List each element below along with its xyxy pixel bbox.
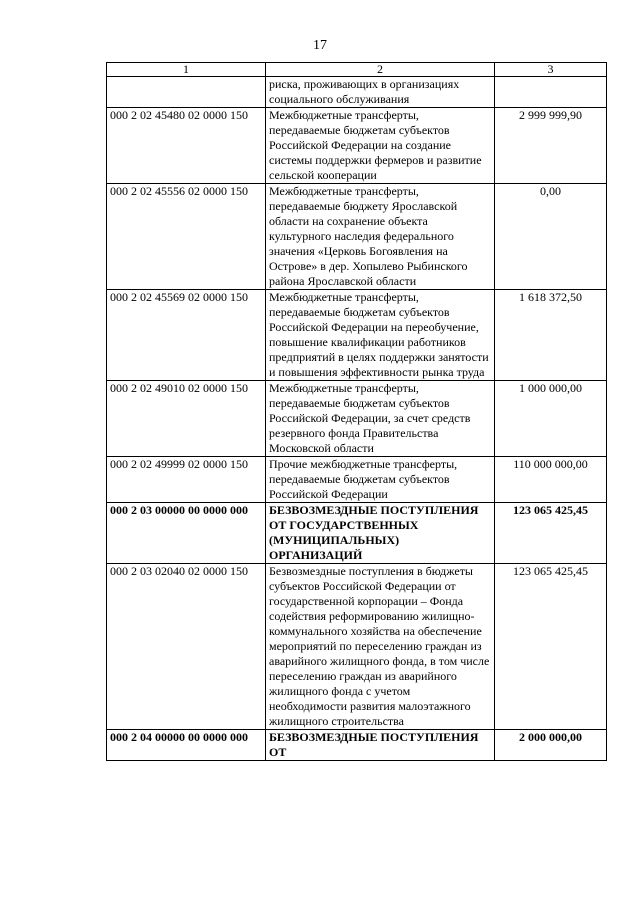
row-code: 000 2 02 49010 02 0000 150 (107, 381, 266, 457)
row-code: 000 2 04 00000 00 0000 000 (107, 730, 266, 761)
page-number: 17 (313, 38, 327, 53)
row-description: Межбюджетные трансферты, передаваемые бюджетам субъектов Российской Федерации на переобучение, повышение квалификации работников предприятий в целях поддержки занятости и повышения эффективности рынка труда (266, 290, 495, 381)
table-row (107, 184, 607, 290)
row-amount: 110 000 000,00 (495, 457, 607, 503)
row-code: 000 2 02 45480 02 0000 150 (107, 108, 266, 184)
row-description: Безвозмездные поступления в бюджеты субъектов Российской Федерации от государственной корпорации – Фонда содействия реформированию жилищно-коммунального хозяйства на обеспечение мероприятий по переселению граждан из аварийного жилищного фонда, в том числе переселению граждан из аварийного жилищного фонда с учетом необходимости развития малоэтажного жилищного строительства (266, 564, 495, 730)
row-amount: 0,00 (495, 184, 607, 290)
table-row (107, 290, 607, 381)
row-description: Межбюджетные трансферты, передаваемые бюджетам субъектов Российской Федерации, за счет средств резервного фонда Правительства Московской области (266, 381, 495, 457)
row-amount (495, 77, 607, 108)
row-code: 000 2 02 45556 02 0000 150 (107, 184, 266, 290)
row-code: 000 2 02 45569 02 0000 150 (107, 290, 266, 381)
row-description: БЕЗВОЗМЕЗДНЫЕ ПОСТУПЛЕНИЯ ОТ ГОСУДАРСТВЕННЫХ (МУНИЦИПАЛЬНЫХ) ОРГАНИЗАЦИЙ (266, 503, 495, 564)
row-amount: 1 618 372,50 (495, 290, 607, 381)
table-row (107, 108, 607, 184)
row-description: Межбюджетные трансферты, передаваемые бюджетам субъектов Российской Федерации на создание системы поддержки фермеров и развитие сельской кооперации (266, 108, 495, 184)
row-amount: 123 065 425,45 (495, 564, 607, 730)
table-row (107, 564, 607, 730)
row-description: Межбюджетные трансферты, передаваемые бюджету Ярославской области на сохранение объекта культурного наследия федерального значения «Церковь Богоявления на Острове» в дер. Хопылево Рыбинского района Ярославской области (266, 184, 495, 290)
row-description: Прочие межбюджетные трансферты, передаваемые бюджетам субъектов Российской Федерации (266, 457, 495, 503)
row-amount: 2 000 000,00 (495, 730, 607, 761)
row-code (107, 77, 266, 108)
row-code: 000 2 03 02040 02 0000 150 (107, 564, 266, 730)
table-row-section (107, 730, 607, 761)
row-code: 000 2 03 00000 00 0000 000 (107, 503, 266, 564)
row-code: 000 2 02 49999 02 0000 150 (107, 457, 266, 503)
column-header-3: 3 (495, 63, 607, 77)
table-row (107, 77, 607, 108)
table-row-section (107, 503, 607, 564)
column-header-2: 2 (266, 63, 495, 77)
row-amount: 123 065 425,45 (495, 503, 607, 564)
table-row (107, 457, 607, 503)
table-header-row (107, 63, 607, 77)
row-amount: 1 000 000,00 (495, 381, 607, 457)
budget-revenue-table (106, 62, 607, 761)
row-description: риска, проживающих в организациях социального обслуживания (266, 77, 495, 108)
row-amount: 2 999 999,90 (495, 108, 607, 184)
table-row (107, 381, 607, 457)
column-header-1: 1 (107, 63, 266, 77)
row-description: БЕЗВОЗМЕЗДНЫЕ ПОСТУПЛЕНИЯ ОТ (266, 730, 495, 761)
